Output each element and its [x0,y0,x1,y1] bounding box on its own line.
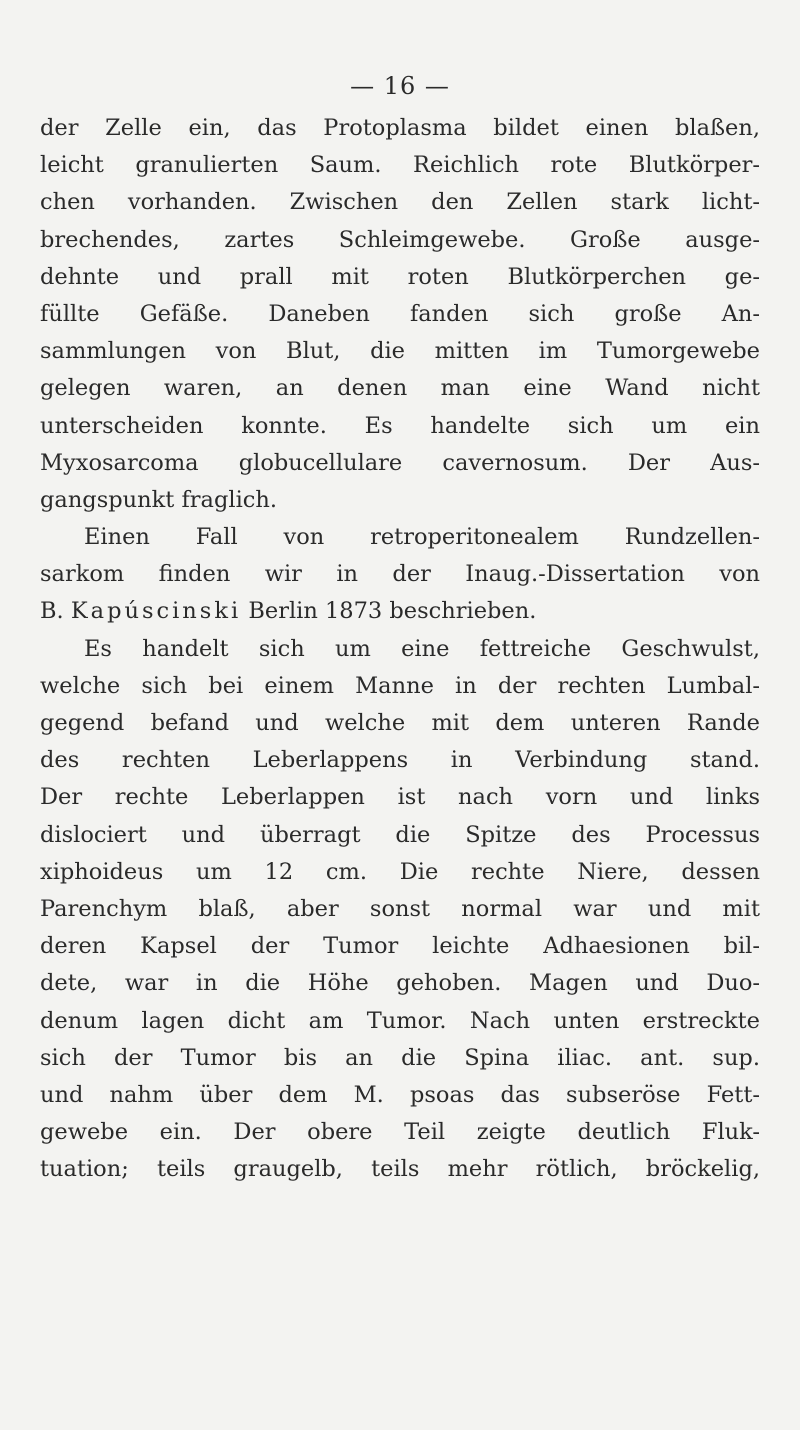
text-line: unterscheiden konnte. Es handelte sich um ein [40,412,760,439]
text-line: der Zelle ein, das Protoplasma bildet einen blaßen, [40,115,760,141]
text-line: Einen Fall von retroperitonealem Rundzellen- [84,524,760,551]
text-line: Der rechte Leberlappen ist nach vorn und links [40,784,760,811]
text-line: dete, war in die Höhe gehoben. Magen und Duo- [40,970,760,997]
body-text [40,110,760,1188]
text-line: dislociert und überragt die Spitze des Processus [40,821,760,848]
text-line: tuation; teils graugelb, teils mehr rötlich, bröckelig, [40,1156,760,1183]
paragraph [40,110,760,519]
text-line: gegend befand und welche mit dem unteren Rande [40,710,760,736]
text-line: brechendes, zartes Schleimgewebe. Große ausge- [40,226,760,253]
page-number: — 16 — [350,72,450,100]
text-line: gewebe ein. Der obere Teil zeigte deutlich Fluk- [40,1119,760,1146]
text-line: xiphoideus um 12 cm. Die rechte Niere, dessen [40,858,760,885]
text-line: gelegen waren, an denen man eine Wand nicht [40,375,760,402]
text-line: sammlungen von Blut, die mitten im Tumorgewebe [40,338,760,365]
text-line: gangspunkt fraglich. [40,486,278,513]
text-line: füllte Gefäße. Daneben fanden sich große An- [40,300,760,327]
text-line: sich der Tumor bis an die Spina iliac. ant. sup. [40,1044,760,1071]
text-line: des rechten Leberlappens in Verbindung stand. [40,747,760,774]
text-line: dehnte und prall mit roten Blutkörperchen ge- [40,263,760,290]
text-line: welche sich bei einem Manne in der rechten Lumbal- [40,672,760,699]
text-line: Myxosarcoma globucellulare cavernosum. Der Aus- [40,449,760,476]
text-line: sarkom finden wir in der Inaug.-Dissertation von [40,561,760,588]
author-prefix: B. [40,598,64,625]
text-line: denum lagen dicht am Tumor. Nach unten erstreckte [40,1007,760,1034]
text-line: leicht granulierten Saum. Reichlich rote Blutkörper- [40,152,760,179]
text-line: deren Kapsel der Tumor leichte Adhaesionen bil- [40,933,760,960]
text-line-author [40,593,760,630]
text-line: Es handelt sich um eine fettreiche Geschwulst, [84,635,760,662]
text-line: Parenchym blaß, aber sonst normal war und mit [40,895,760,922]
paragraph [40,631,760,1189]
author-name: Kapúscinski [70,598,242,625]
author-suffix: Berlin 1873 beschrieben. [248,598,537,625]
text-line: und nahm über dem M. psoas das subseröse Fett- [40,1081,760,1108]
paragraph [40,519,760,631]
text-line: chen vorhanden. Zwischen den Zellen stark licht- [40,189,760,216]
